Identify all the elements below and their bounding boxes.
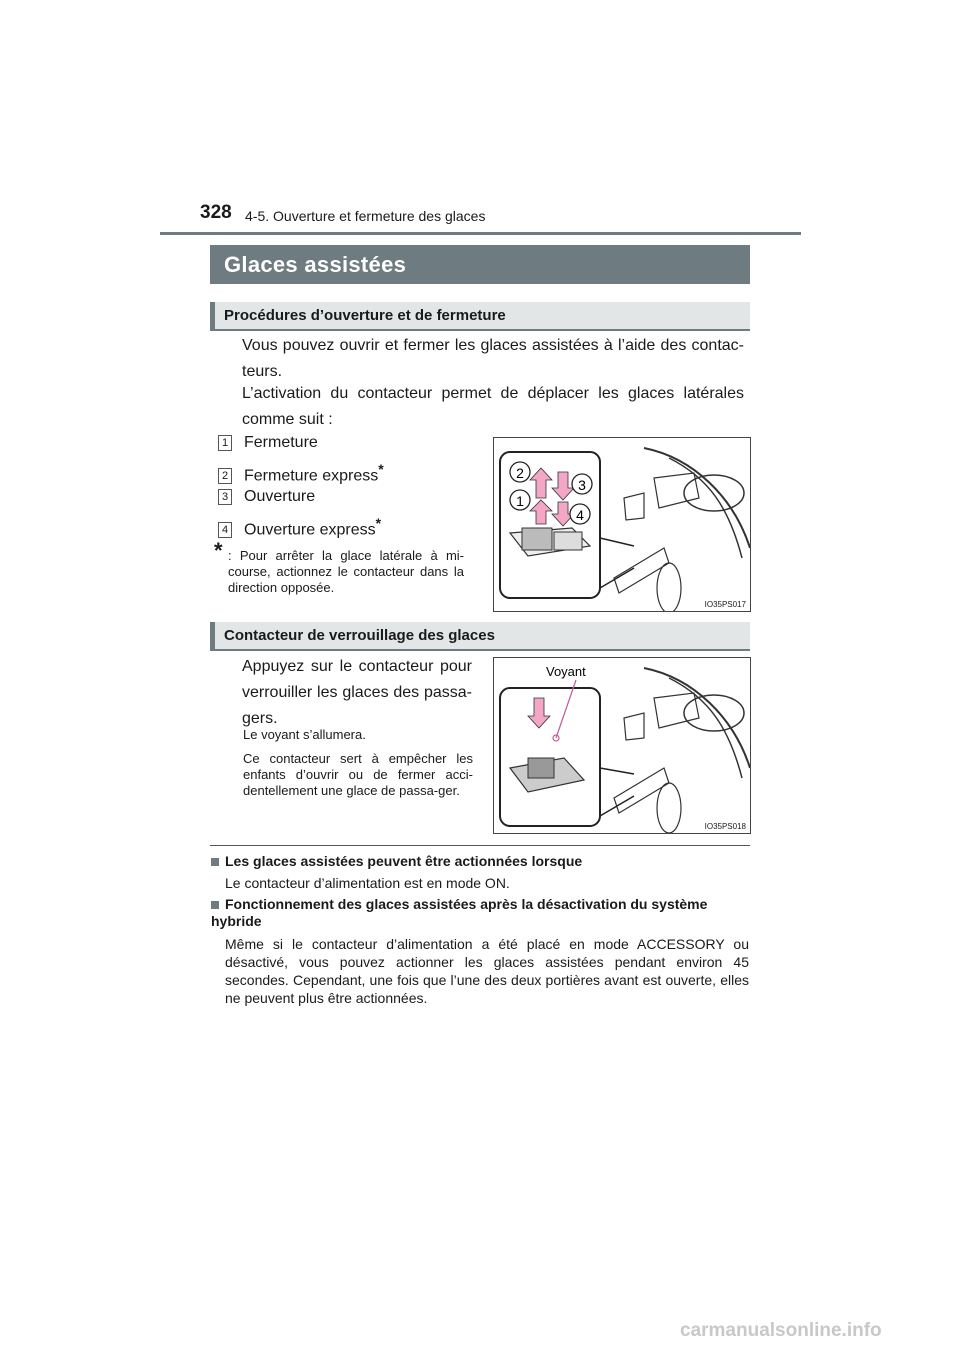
intro-paragraph-2: L’activation du contacteur permet de déplacer les glaces latérales comme suit :: [242, 385, 744, 428]
lock-switch-figure: [493, 657, 751, 834]
info-body: Même si le contacteur d’alimentation a été placé en mode ACCESSORY ou désactivé, vous pouvez actionner les glaces assistées pendant environ 45 secondes. Cependant, une fois que l’une des deux portières avant est ouverte, elles ne peuvent plus être actionnées.: [225, 936, 749, 1006]
lock-note-2: Ce contacteur sert à empêcher les enfants d’ouvrir ou de fermer acci-dentellement une glace de passa-ger.: [243, 751, 473, 798]
lock-paragraph: Appuyez sur le contacteur pour verrouiller les glaces des passa-gers.: [242, 658, 472, 727]
figure-label: 3: [578, 477, 586, 493]
figure-code: IO35PS018: [704, 822, 746, 831]
section-path: 4-5. Ouverture et fermeture des glaces: [245, 208, 486, 224]
footnote-text: : Pour arrêter la glace latérale à mi-course, actionnez le contacteur dans la direction opposée.: [228, 548, 464, 595]
square-bullet-icon: [211, 858, 219, 866]
list-item-label: Ouverture: [244, 488, 316, 505]
intro-paragraph-1: Vous pouvez ouvrir et fermer les glaces assistées à l’aide des contac-teurs.: [242, 337, 744, 380]
page-title: Glaces assistées: [224, 252, 407, 277]
number-badge: 1: [218, 435, 232, 451]
window-switch-illustration: [494, 438, 750, 611]
figure-label: 1: [516, 493, 524, 509]
square-bullet-icon: [211, 901, 219, 909]
list-item-label: Fermeture: [244, 434, 318, 451]
section-heading-text: Contacteur de verrouillage des glaces: [224, 627, 495, 644]
lock-switch-illustration: [494, 658, 750, 833]
list-item: [218, 488, 315, 506]
page-number: 328: [200, 202, 232, 223]
info-body: Le contacteur d’alimentation est en mode ON.: [225, 875, 510, 891]
figure-label: 4: [576, 507, 584, 523]
section-heading-lock-switch: [210, 622, 750, 651]
list-item-label: Ouverture express: [244, 521, 376, 539]
figure-code: IO35PS017: [704, 600, 746, 609]
list-item: [218, 461, 384, 485]
info-heading: Fonctionnement des glaces assistées après la désactivation du système hybride: [211, 896, 708, 929]
section-heading-procedures: [210, 302, 750, 331]
list-item: [218, 434, 318, 452]
footer-watermark: carmanualsonline.info: [680, 1320, 882, 1341]
asterisk-mark: *: [378, 461, 384, 477]
number-badge: 2: [218, 468, 232, 484]
section-heading-text: Procédures d’ouverture et de fermeture: [224, 307, 506, 324]
section-separator: [210, 845, 750, 846]
lock-note-1: Le voyant s’allumera.: [243, 727, 366, 742]
asterisk-mark: *: [375, 515, 382, 531]
footnote-asterisk: *: [214, 538, 223, 563]
voyant-label: Voyant: [546, 664, 586, 679]
window-switch-figure: [493, 437, 751, 612]
list-item-label: Fermeture express: [244, 467, 379, 485]
number-badge: 4: [218, 522, 232, 538]
info-heading: Les glaces assistées peuvent être actionnées lorsque: [211, 853, 751, 870]
number-badge: 3: [218, 489, 232, 505]
figure-label: 2: [516, 465, 524, 481]
header-rule: [160, 232, 801, 235]
list-item: [218, 515, 381, 539]
